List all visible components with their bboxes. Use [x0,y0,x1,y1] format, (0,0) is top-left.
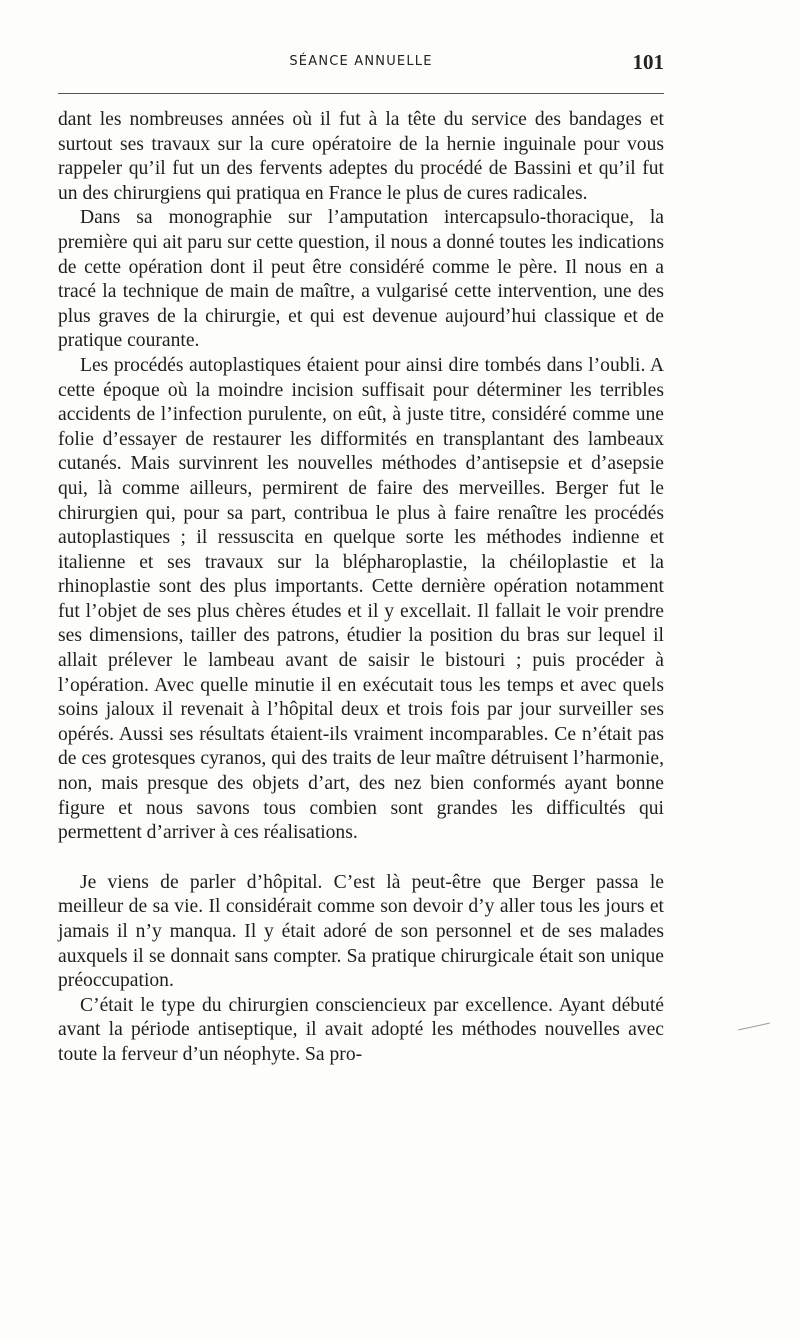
paragraph-amputation: Dans sa monographie sur l’amputation intercapsulo-thoracique, la première qui ait paru sur cette question, il nous a donné toutes les indications de cette opération dont il peut être considéré comme le père. Il nous en a tracé la technique de main de maître, a vulgarisé cette intervention, une des plus graves de la chirurgie, et qui est devenue aujourd’hui classique et de pratique courante. [58,207,664,352]
paragraph-conscientious-surgeon: C’était le type du chirurgien consciencieux par excellence. Ayant débuté avant la période antiseptique, il avait adopté les méthodes nouvelles avec toute la ferveur d’un néophyte. Sa pro- [58,994,664,1065]
header-rule [58,93,664,94]
margin-pencil-mark [738,1023,770,1031]
page-number: 101 [632,50,664,74]
paragraph-continuation: dant les nombreuses années où il fut à la tête du service des bandages et surtout ses travaux sur la cure opératoire de la hernie inguinale pour vous rappeler qu’il fut un des fervents adeptes du procédé de Bassini et qu’il fut un des chirurgiens qui pratiqua en France le plus de cures radicales. [58,109,664,204]
paragraph-hospital: Je viens de parler d’hôpital. C’est là peut-être que Berger passa le meilleur de sa vie. Il considérait comme son devoir d’y aller tous les jours et jamais il n’y manqua. Il y était adoré de son personnel et de ses malades auxquels il se donnait sans compter. Sa pratique chirurgicale était son unique préoccupation. [58,871,664,992]
running-head [58,50,664,80]
paragraph-autoplasty: Les procédés autoplastiques étaient pour ainsi dire tombés dans l’oubli. A cette époque où la moindre incision suffisait pour déterminer les terribles accidents de l’infection purulente, on eût, à juste titre, considéré comme une folie d’essayer de restaurer les difformités en transplantant des lambeaux cutanés. Mais survinrent les nouvelles méthodes d’antisepsie et d’asepsie qui, là comme ailleurs, permirent de faire des merveilles. Berger fut le chirurgien qui, pour sa part, contribua le plus à faire renaître les procédés autoplastiques ; il ressuscita en quelque sorte les méthodes indienne et italienne et ses travaux sur la blépharoplastie, la chéiloplastie et la rhinoplastie sont des plus importants. Cette dernière opération notamment fut l’objet de ses plus chères études et il y excellait. Il fallait le voir prendre ses dimensions, tailler des patrons, étudier la position du bras sur lequel il allait prélever le lambeau avant de saisir le bistouri ; puis procéder à l’opération. Avec quelle minutie il en exécutait tous les temps et avec quels soins jaloux il revenait à l’hôpital deux et trois fois par jour surveiller ses opérés. Aussi ses résultats étaient-ils vraiment incomparables. Ce n’était pas de ces grotesques cyranos, qui des traits de leur maître détruisent l’harmonie, non, mais presque des objets d’art, des nez bien conformés ayant bonne figure et nous savons tous combien sont grandes les difficultés qui permettent d’arriver à ces réalisations. [58,354,664,844]
body-text [58,108,664,1068]
running-head-title: SÉANCE ANNUELLE [289,54,433,69]
